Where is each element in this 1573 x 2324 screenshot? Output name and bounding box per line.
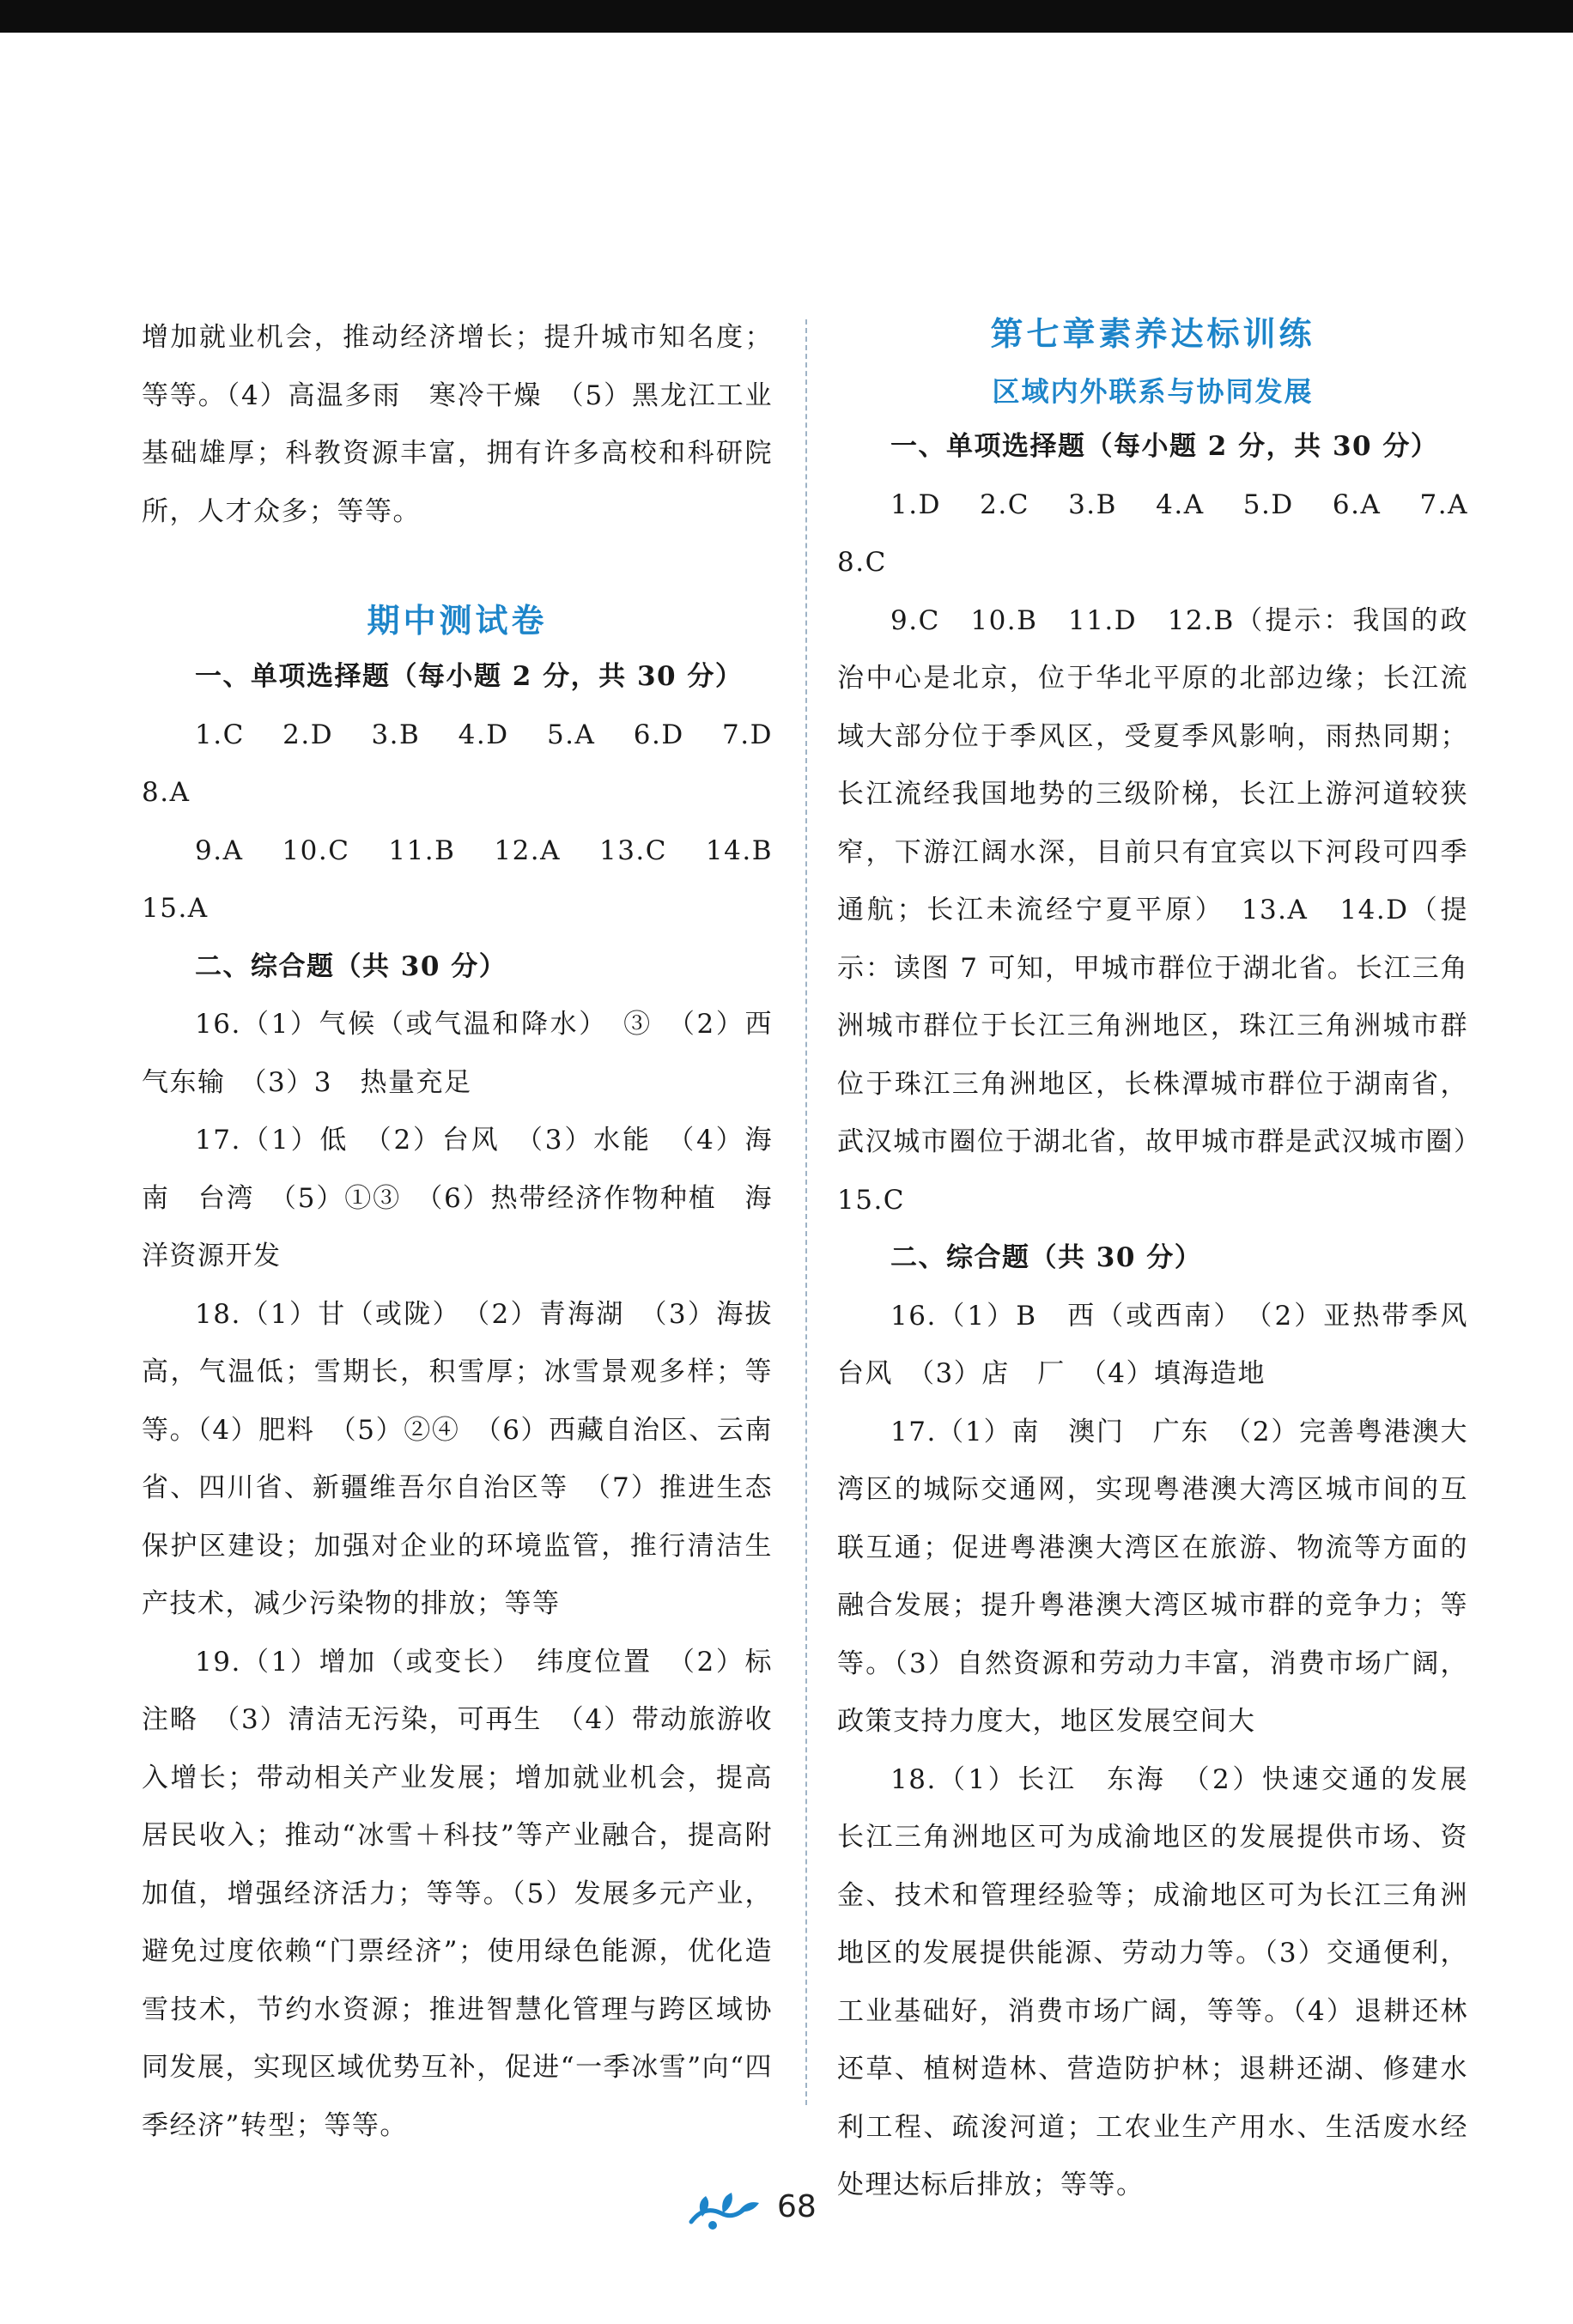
comprehensive-heading: 二、综合题（共 30 分） xyxy=(890,1242,1203,1273)
answer-q19: 19.（1）增加（或变长） 纬度位置 （2）标注略 （3）清洁无污染，可再生 （4）带动旅游收入增长；带动相关产业发展；增加就业机会，提高居民收入；推动“冰雪＋科技”等产业融合，提高附加值，增强经济活力；等等。（5）发展多元产业，避免过度依赖“门票经济”；使用绿色能源，优化造雪技术，节约水资源；推进智慧化管理与跨区域协同发展，实现区域优势互补，促进“一季冰雪”向“四季经济”转型；等等。 xyxy=(142,1646,773,2141)
answer-q18: 18.（1）长江 东海 （2）快速交通的发展 长江三角洲地区可为成渝地区的发展提供市场、资金、技术和管理经验等；成渝地区可为长江三角洲地区的发展提供能源、劳动力等。（3）交通便利，工业基础好，消费市场广阔，等等。（4）退耕还林还草、植树造林、营造防护林；退耕还湖、修建水利工程、疏浚河道；工农业生产用水、生活废水经处理达标后排放；等等。 xyxy=(837,1763,1497,2200)
single-choice-answers-row-1: 1.C 2.D 3.B 4.D 5.A 6.D 7.D 8.A xyxy=(142,719,801,808)
chapter-seven-title: 第七章素养达标训练 xyxy=(990,315,1315,353)
answer-q17: 17.（1）低 （2）台风 （3）水能 （4）海南 台湾 （5）①③ （6）热带经济作物种植 海洋资源开发 xyxy=(142,1125,773,1271)
answer-q18: 18.（1）甘（或陇） （2）青海湖 （3）海拔高，气温低；雪期长，积雪厚；冰雪景观多样；等等。（4）肥料 （5）②④ （6）西藏自治区、云南省、四川省、新疆维吾尔自治区等 （7）推进生态保护区建设；加强对企业的环境监管，推行清洁生产技术，减少污染物的排放；等等 xyxy=(142,1298,773,1619)
page-footer xyxy=(0,2181,1573,2249)
midterm-test-title: 期中测试卷 xyxy=(367,602,548,640)
single-choice-heading: 一、单项选择题（每小题 2 分，共 30 分） xyxy=(890,431,1439,462)
left-column xyxy=(142,309,801,2155)
flower-decoration-icon xyxy=(687,2187,764,2236)
top-border-bar xyxy=(0,0,1573,33)
single-choice-answers-rest: 9.C 10.B 11.D 12.B（提示：我国的政治中心是北京，位于华北平原的北部边缘；长江流域大部分位于季风区，受夏季风影响，雨热同期；长江流经我国地势的三级阶梯，长江上游河道较狭窄，下游江阔水深，目前只有宜宾以下河段可四季通航；长江未流经宁夏平原） 13.A 14.D（提示：读图 7 可知，甲城市群位于湖北省。长江三角洲城市群位于长江三角洲地区，珠江三角洲城市群位于珠江三角洲地区，长株潭城市群位于湖南省，武汉城市圈位于湖北省，故甲城市群是武汉城市圈） 15.C xyxy=(837,604,1497,1216)
answer-q16: 16.（1）B 西（或西南） （2）亚热带季风 台风 （3）店 厂 （4）填海造地 xyxy=(837,1300,1497,1389)
comprehensive-heading: 二、综合题（共 30 分） xyxy=(195,950,507,982)
page-number: 68 xyxy=(777,2189,817,2224)
right-column xyxy=(837,309,1497,2215)
answer-q16: 16.（1）气候（或气温和降水） ③ （2）西气东输 （3）3 热量充足 xyxy=(142,1009,773,1098)
chapter-seven-subtitle: 区域内外联系与协同发展 xyxy=(992,375,1314,408)
single-choice-answers-row-2: 9.A 10.C 11.B 12.A 13.C 14.B 15.A xyxy=(142,834,801,924)
single-choice-answers-row-1: 1.D 2.C 3.B 4.A 5.D 6.A 7.A 8.C xyxy=(837,488,1497,578)
single-choice-heading: 一、单项选择题（每小题 2 分，共 30 分） xyxy=(195,661,744,692)
continued-answer-text: 增加就业机会，推动经济增长；提升城市知名度；等等。（4）高温多雨 寒冷干燥 （5）黑龙江工业基础雄厚；科教资源丰富，拥有许多高校和科研院所，人才众多；等等。 xyxy=(142,322,773,527)
answer-q17: 17.（1）南 澳门 广东 （2）完善粤港澳大湾区的城际交通网，实现粤港澳大湾区城市间的互联互通；促进粤港澳大湾区在旅游、物流等方面的融合发展；提升粤港澳大湾区城市群的竞争力；等等。（3）自然资源和劳动力丰富，消费市场广阔，政策支持力度大，地区发展空间大 xyxy=(837,1416,1468,1737)
column-divider xyxy=(805,319,807,2105)
